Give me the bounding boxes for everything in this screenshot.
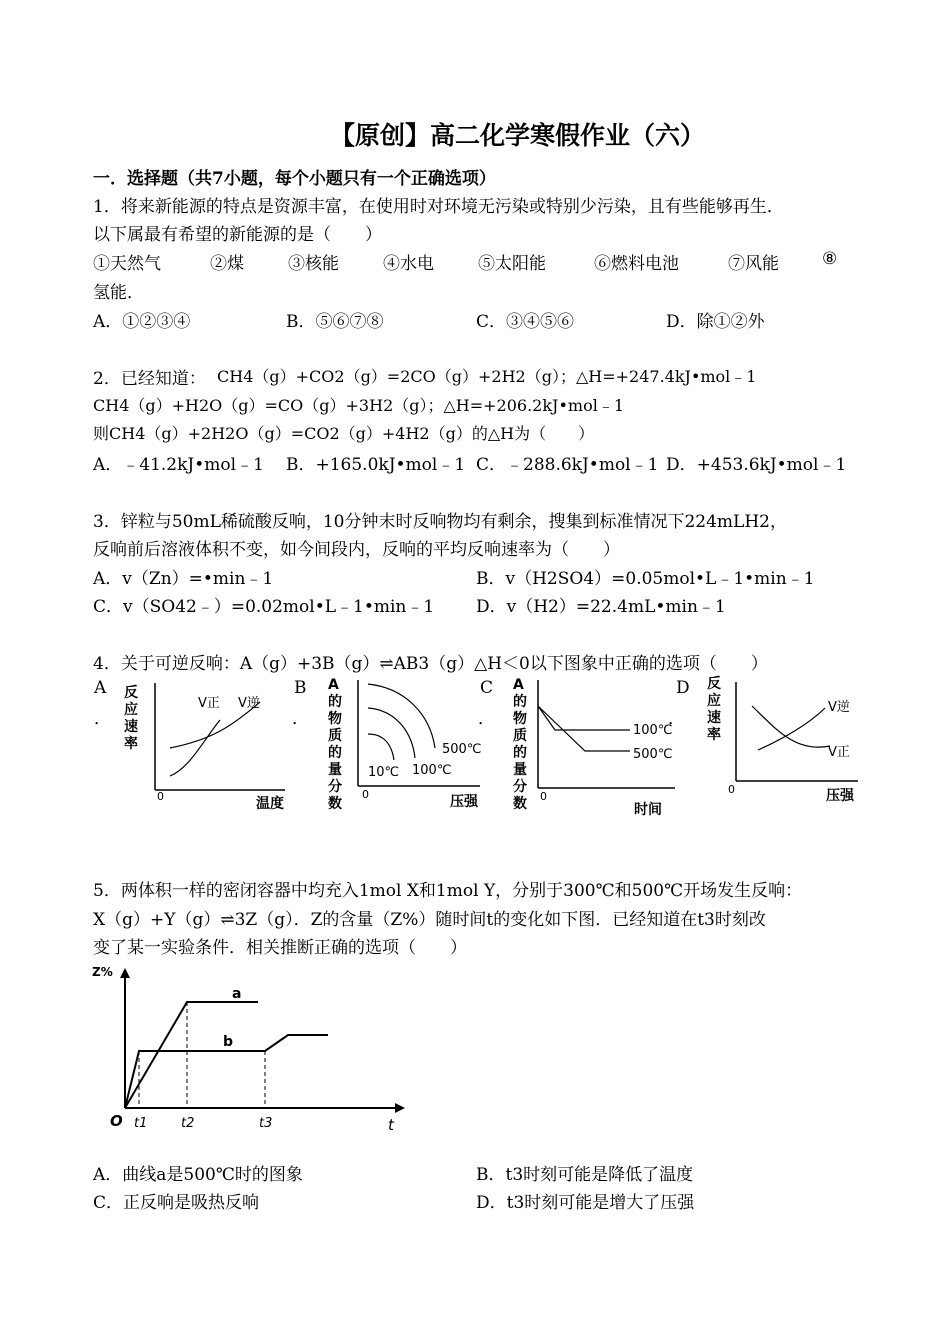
q3-option-a: A．v（Zn）=•min﹣1 [93, 569, 274, 589]
q5-graph-curve-a-label: a [232, 986, 242, 1002]
graph-a-curve-vzheng [170, 720, 220, 776]
q5-graph-curve-b-label: b [223, 1034, 234, 1050]
q2-option-d: D．+453.6kJ•mol﹣1 [666, 455, 847, 475]
q4-label-c: C [480, 678, 494, 698]
q5-line3: 变了某一实验条件．相关推断正确的选项（ ） [93, 938, 467, 958]
graph-d-y-label: 反应速率 [707, 676, 721, 743]
q2-question: 则CH4（g）+2H2O（g）=CO2（g）+4H2（g）的△H为（ ） [93, 424, 595, 443]
q3-option-d: D．v（H2）=22.4mL•min﹣1 [476, 597, 726, 617]
q4-graph-c [510, 676, 685, 811]
q5-option-c: C．正反响是吸热反响 [93, 1193, 260, 1213]
q4-label-a: A [94, 678, 107, 698]
q3-option-c: C．v（SO42﹣）=0.02mol•L﹣1•min﹣1 [93, 597, 435, 617]
graph-b-x-label: 压强 [450, 794, 478, 810]
q1-item-3: ③核能 [288, 254, 339, 274]
q5-graph [90, 960, 410, 1140]
graph-d-curve-vzheng [752, 706, 830, 747]
graph-b-curve-10 [368, 734, 394, 760]
graph-c-x-label: 时间 [634, 802, 662, 818]
graph-b-curve-label-100: 100℃ [412, 763, 452, 778]
graph-a-origin: 0 [157, 790, 164, 803]
q5-graph-x-label: t [388, 1116, 394, 1134]
q4-dot-a: ． [94, 709, 111, 729]
q1-item-7: ⑦风能 [728, 254, 779, 274]
graph-c-curve-500 [538, 706, 630, 751]
q4-dot-b: ． [292, 709, 309, 729]
q1-item-6: ⑥燃料电池 [594, 254, 679, 274]
q2-option-b: B．+165.0kJ•mol﹣1 [286, 455, 466, 475]
graph-a-curve2-label: V逆 [238, 696, 260, 711]
q5-graph-tick-t2: t2 [181, 1116, 195, 1131]
q2-number: 2．已经知道： [93, 369, 206, 389]
q4-label-d: D [676, 678, 690, 698]
q4-dot-d: ． [668, 709, 685, 729]
graph-d-curve2-label: V正 [828, 745, 850, 760]
page-title: 【原创】高二化学寒假作业（六） [330, 121, 706, 150]
q1-item-8: ⑧ [822, 249, 838, 269]
q5-graph-curve-a [125, 1002, 258, 1108]
q1-line2: 以下属最有希望的新能源的是（ ） [93, 225, 382, 245]
q1-option-b: B．⑤⑥⑦⑧ [286, 312, 384, 332]
graph-b-curve-500 [368, 684, 435, 748]
graph-b-origin: 0 [362, 788, 369, 801]
graph-b-y-label: A的物质的量分数 [328, 677, 342, 812]
q1-item-4: ④水电 [383, 254, 434, 274]
q1-item-2: ②煤 [210, 254, 244, 274]
q5-graph-y-label: Z% [92, 965, 113, 979]
q5-line2: X（g）+Y（g）⇌3Z（g）．Z的含量（Z%）随时间t的变化如下图．已经知道在t3时刻改 [93, 910, 766, 930]
q1-item-1: ①天然气 [93, 254, 161, 274]
graph-c-curve-label-100: 100℃ [633, 723, 673, 738]
q2-option-a: A．﹣41.2kJ•mol﹣1 [93, 455, 264, 475]
q3-option-b: B．v（H2SO4）=0.05mol•L﹣1•min﹣1 [476, 569, 815, 589]
graph-d-x-label: 压强 [826, 788, 854, 804]
graph-a-x-label: 温度 [256, 796, 284, 812]
q4-dot-c: ． [478, 709, 495, 729]
graph-d-origin: 0 [728, 783, 735, 796]
q5-graph-origin: O [110, 1112, 123, 1130]
q5-line1: 5．两体积一样的密闭容器中均充入1mol X和1mol Y，分别于300℃和500℃开场发生反响： [93, 881, 803, 901]
q1-option-a: A．①②③④ [93, 312, 191, 332]
q4-stem: 4．关于可逆反响：A（g）+3B（g）⇌AB3（g）△H＜0以下图象中正确的选项（ ） [93, 654, 768, 674]
q2-equation-1: CH4（g）+CO2（g）=2CO（g）+2H2（g）；△H=+247.4kJ•mol﹣1 [217, 367, 757, 386]
q3-line1: 3．锌粒与50mL稀硫酸反响，10分钟末时反响物均有剩余，搜集到标准情况下224mLH2， [93, 512, 787, 532]
q5-graph-tick-t3: t3 [259, 1116, 273, 1131]
section-heading: 一．选择题（共7小题，每个小题只有一个正确选项） [93, 169, 496, 189]
q5-option-a: A．曲线a是500℃时的图象 [93, 1165, 303, 1185]
graph-a-y-label: 反应速率 [124, 685, 138, 752]
q1-item-cont: 氢能． [93, 283, 144, 303]
q1-option-c: C．③④⑤⑥ [476, 312, 575, 332]
graph-a-curve1-label: V正 [198, 696, 220, 711]
q4-label-b: B [294, 678, 307, 698]
graph-b-curve-label-500: 500℃ [442, 742, 482, 757]
graph-c-curve-label-500: 500℃ [633, 747, 673, 762]
q5-graph-tick-t1: t1 [134, 1116, 148, 1131]
graph-d-curve1-label: V逆 [828, 700, 850, 715]
graph-c-y-label: A的物质的量分数 [513, 677, 527, 812]
q1-line1: 1．将来新能源的特点是资源丰富，在使用时对环境无污染或特别少污染，且有些能够再生． [93, 197, 784, 217]
graph-c-origin: 0 [540, 790, 547, 803]
q1-item-5: ⑤太阳能 [478, 254, 546, 274]
q3-line2: 反响前后溶液体积不变，如今间段内，反响的平均反响速率为（ ） [93, 540, 620, 560]
q5-option-b: B．t3时刻可能是降低了温度 [476, 1165, 694, 1185]
graph-c-curve-100 [538, 706, 630, 730]
q2-equation-2: CH4（g）+H2O（g）=CO（g）+3H2（g）；△H=+206.2kJ•mol﹣1 [93, 396, 625, 415]
q2-option-c: C．﹣288.6kJ•mol﹣1 [476, 455, 659, 475]
q1-option-d: D．除①②外 [666, 312, 765, 332]
q5-option-d: D．t3时刻可能是增大了压强 [476, 1193, 695, 1213]
graph-d-curve-vni [758, 708, 825, 750]
graph-b-curve-label-10: 10℃ [368, 765, 400, 780]
